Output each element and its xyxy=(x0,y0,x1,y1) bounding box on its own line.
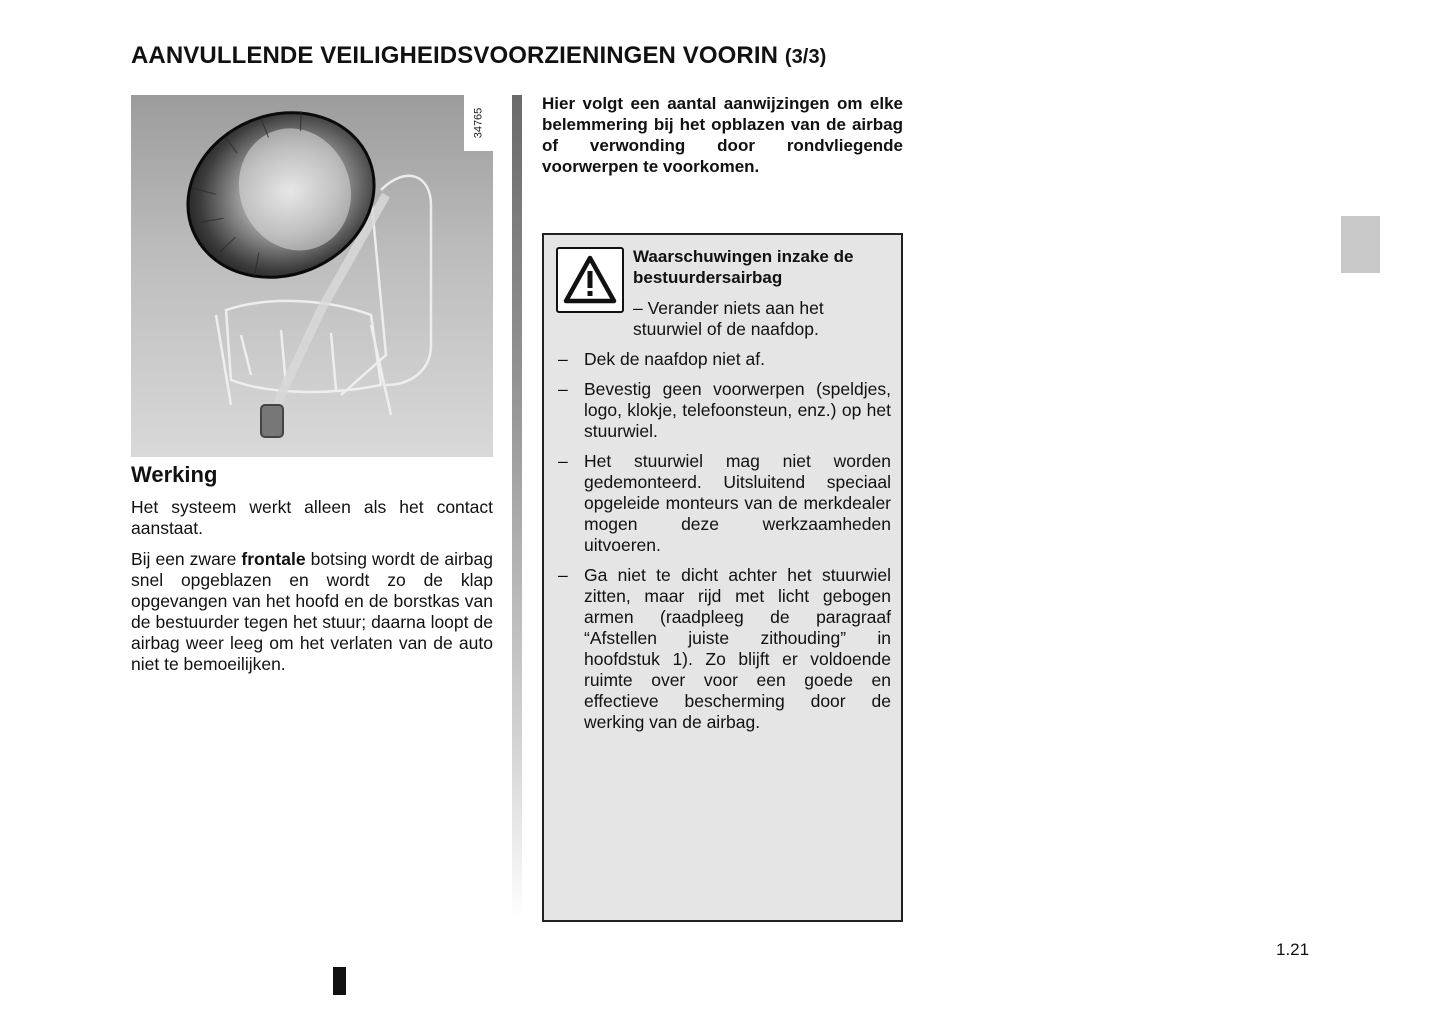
airbag-illustration-drawing xyxy=(131,95,493,457)
warning-box xyxy=(542,233,903,922)
paragraph-2-end: botsing wordt de airbag snel opgeblazen en wordt zo de klap opgevangen van het hoofd en de borstkas van de bestuurder tegen het stuur; daarna loopt de airbag weer leeg om het verlaten van de auto niet te bemoeilijken. xyxy=(131,549,493,674)
warning-triangle-icon xyxy=(563,255,617,305)
warning-list-item xyxy=(558,349,891,370)
warning-icon-frame xyxy=(556,247,624,313)
paragraph-2 xyxy=(131,549,493,675)
warning-heading: Waarschuwingen inzake de bestuurdersairbag xyxy=(633,247,854,287)
page-number: 1.21 xyxy=(1276,940,1310,959)
page-title xyxy=(131,42,826,70)
list-item-text: Ga niet te dicht achter het stuurwiel zitten, maar rijd met licht gebogen armen (raadpleeg de paragraaf “Afstellen juiste zithouding” in hoofdstuk 1). Zo blijft er voldoende ruimte over voor een goede en effectieve bescherming door de werking van de airbag. xyxy=(584,565,891,732)
section-heading-werking: Werking xyxy=(131,462,218,487)
airbag-illustration xyxy=(131,95,493,457)
warning-list-item xyxy=(558,379,891,442)
page-title-text: AANVULLENDE VEILIGHEIDSVOORZIENINGEN VOORIN xyxy=(131,42,779,69)
left-column-text xyxy=(131,497,493,685)
list-item-text: Het stuurwiel mag niet worden gedemonteerd. Uitsluitend speciaal opgeleide monteurs van de merkdealer mogen deze werkzaamheden uitvoeren. xyxy=(584,451,891,555)
list-dash: – xyxy=(558,349,568,369)
chapter-tab-marker xyxy=(1341,216,1380,273)
figure-number: 34765 xyxy=(472,107,485,139)
page-title-part: (3/3) xyxy=(784,46,827,68)
list-dash: – xyxy=(558,451,568,471)
warning-list xyxy=(558,349,891,742)
list-dash: – xyxy=(558,565,568,585)
list-item-text: Dek de naafdop niet af. xyxy=(584,349,765,369)
column-divider xyxy=(512,95,522,920)
intro-paragraph: Hier volgt een aantal aanwijzingen om elke belemmering bij het opblazen van de airbag of verwonding door rondvliegende voorwerpen te voorkomen. xyxy=(542,94,903,176)
warning-first-item: – Verander niets aan het stuurwiel of de naafdop. xyxy=(633,298,824,339)
paragraph-2-start: Bij een zware xyxy=(131,549,242,569)
page-edge-marker xyxy=(333,967,346,995)
figure-number-box xyxy=(464,95,493,151)
paragraph-1: Het systeem werkt alleen als het contact aanstaat. xyxy=(131,497,493,538)
warning-list-item xyxy=(558,565,891,733)
list-item-text: Bevestig geen voorwerpen (speldjes, logo, klokje, telefoonsteun, enz.) op het stuurwiel. xyxy=(584,379,891,441)
list-dash: – xyxy=(558,379,568,399)
warning-list-item xyxy=(558,451,891,556)
paragraph-2-bold: frontale xyxy=(241,549,306,569)
